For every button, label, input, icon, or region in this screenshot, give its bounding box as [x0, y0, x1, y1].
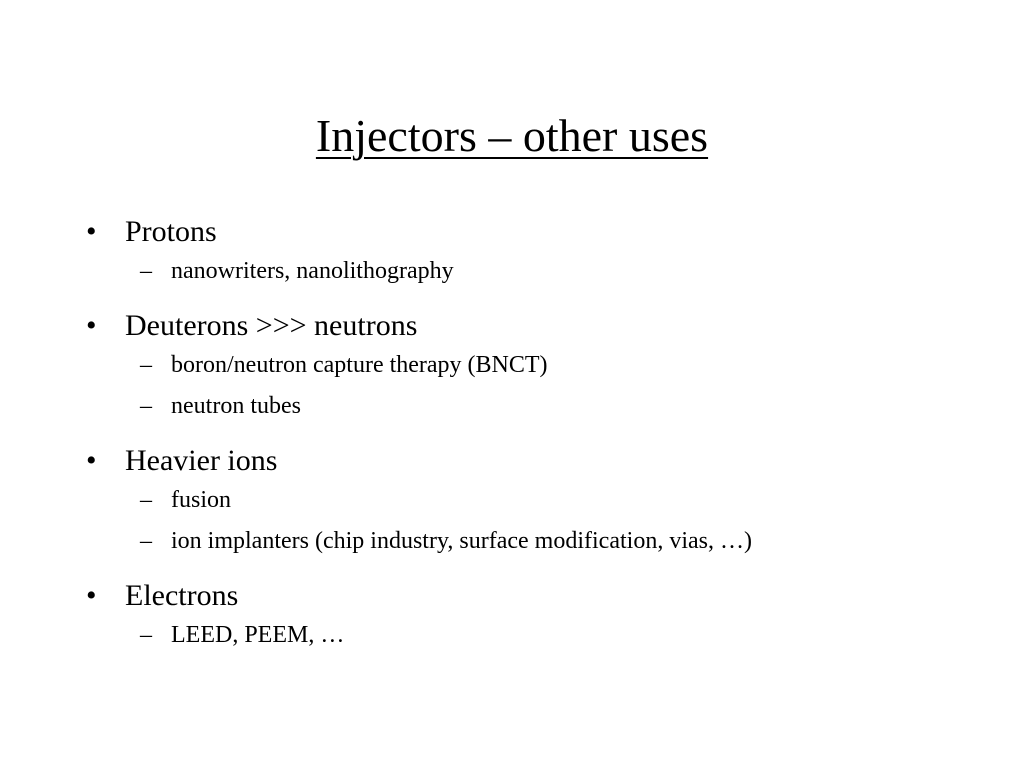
sub-item-label: fusion	[171, 487, 231, 513]
bullet-label: Heavier ions	[125, 444, 278, 477]
bullet-item-protons	[0, 208, 1024, 302]
dash-icon: –	[140, 487, 152, 513]
bullet-list	[0, 208, 1024, 666]
sub-item-label: nanowriters, nanolithography	[171, 258, 454, 284]
bullet-icon: •	[86, 309, 97, 342]
dash-icon: –	[140, 622, 152, 648]
bullet-row	[0, 302, 1024, 350]
bullet-item-heavier-ions	[0, 437, 1024, 572]
bullet-row	[0, 208, 1024, 256]
sub-item	[0, 350, 1024, 391]
sub-item-label: ion implanters (chip industry, surface modification, vias, …)	[171, 528, 752, 554]
sub-item	[0, 391, 1024, 437]
bullet-label: Protons	[125, 215, 217, 248]
sub-item-label: neutron tubes	[171, 393, 301, 419]
bullet-icon: •	[86, 215, 97, 248]
bullet-label: Deuterons >>> neutrons	[125, 309, 418, 342]
dash-icon: –	[140, 258, 152, 284]
bullet-row	[0, 572, 1024, 620]
bullet-label: Electrons	[125, 579, 239, 612]
bullet-icon: •	[86, 579, 97, 612]
dash-icon: –	[140, 352, 152, 378]
sub-item	[0, 526, 1024, 572]
sub-item	[0, 256, 1024, 302]
dash-icon: –	[140, 528, 152, 554]
bullet-icon: •	[86, 444, 97, 477]
sub-item	[0, 485, 1024, 526]
dash-icon: –	[140, 393, 152, 419]
bullet-item-deuterons	[0, 302, 1024, 437]
slide-title: Injectors – other uses	[315, 110, 709, 161]
bullet-row	[0, 437, 1024, 485]
sub-item-label: boron/neutron capture therapy (BNCT)	[171, 352, 548, 378]
bullet-item-electrons	[0, 572, 1024, 666]
sub-item	[0, 620, 1024, 666]
sub-item-label: LEED, PEEM, …	[171, 622, 345, 648]
